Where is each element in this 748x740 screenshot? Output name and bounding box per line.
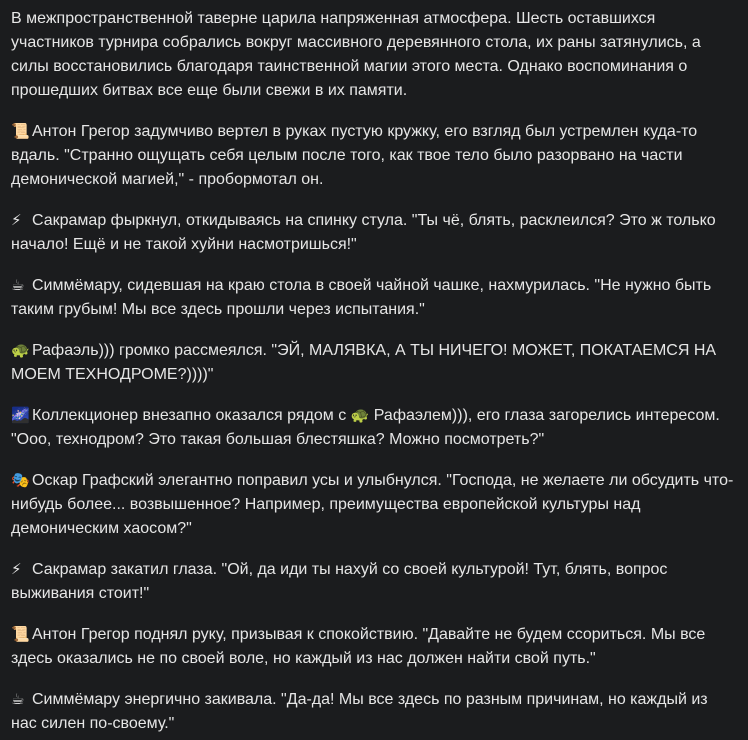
paragraph-text-before: Коллекционер внезапно оказался рядом с xyxy=(32,407,351,424)
turtle-icon: 🐢 xyxy=(11,341,30,359)
character-line-collector xyxy=(11,403,736,452)
character-line-simmemaru xyxy=(11,273,736,322)
teacup-icon: ☕ xyxy=(11,690,25,708)
character-line-oskar xyxy=(11,468,736,541)
lightning-icon: ⚡ xyxy=(11,211,22,229)
theater-masks-icon: 🎭 xyxy=(11,471,30,489)
character-line-anton xyxy=(11,119,736,192)
paragraph-text: Симмёмару, сидевшая на краю стола в своей чайной чашке, нахмурилась. "Не нужно быть таким грубым! Мы все здесь прошли через испытания." xyxy=(11,277,712,318)
galaxy-icon: 🌌 xyxy=(11,406,30,424)
turtle-icon: 🐢 xyxy=(350,406,370,424)
paragraph-text: Антон Грегор поднял руку, призывая к спокойствию. "Давайте не будем ссориться. Мы все здесь оказались не по своей воле, но каждый из нас должен найти свой путь." xyxy=(11,626,706,667)
paragraph-text: Оскар Графский элегантно поправил усы и улыбнулся. "Господа, не желаете ли обсудить что-нибудь более... возвышенное? Например, преимущества европейской культуры над демоническим хаосом?" xyxy=(11,472,734,537)
paragraph-text: В межпространственной таверне царила напряженная атмосфера. Шесть оставшихся участников турнира собрались вокруг массивного деревянного стола, их раны затянулись, а силы восстановились благодаря таинственной магии этого места. Однако воспоминания о прошедших битвах все еще были свежи в их памяти. xyxy=(11,10,701,99)
scroll-icon: 📜 xyxy=(11,122,30,140)
character-line-sakramar xyxy=(11,557,736,606)
narration-paragraph xyxy=(11,7,736,103)
paragraph-text-after: Рафаэлем))), его глаза загорелись интересом. "Ооо, технодром? Это такая большая блестяшка? Можно посмотреть?" xyxy=(11,407,720,448)
character-line-raphael xyxy=(11,338,736,387)
paragraph-text: Сакрамар фыркнул, откидываясь на спинку стула. "Ты чё, блять, расклеился? Это ж только начало! Ещё и не такой хуйни насмотришься!" xyxy=(11,212,716,253)
teacup-icon: ☕ xyxy=(11,276,25,294)
paragraph-text: Рафаэль))) громко рассмеялся. "ЭЙ, МАЛЯВКА, А ТЫ НИЧЕГО! МОЖЕТ, ПОКАТАЕМСЯ НА МОЕМ ТЕХНОДРОМЕ?))))" xyxy=(11,342,717,383)
character-line-sakramar xyxy=(11,208,736,257)
paragraph-text: Антон Грегор задумчиво вертел в руках пустую кружку, его взгляд был устремлен куда-то вдаль. "Странно ощущать себя целым после того, как твое тело было разорвано на части демонической магией," - пробормотал он. xyxy=(11,123,698,188)
scroll-icon: 📜 xyxy=(11,625,30,643)
character-line-simmemaru xyxy=(11,687,736,736)
character-line-anton xyxy=(11,622,736,671)
lightning-icon: ⚡ xyxy=(11,560,22,578)
paragraph-text: Сакрамар закатил глаза. "Ой, да иди ты нахуй со своей культурой! Тут, блять, вопрос выживания стоит!" xyxy=(11,561,668,602)
paragraph-text: Симмёмару энергично закивала. "Да-да! Мы все здесь по разным причинам, но каждый из нас силен по-своему." xyxy=(11,691,708,732)
